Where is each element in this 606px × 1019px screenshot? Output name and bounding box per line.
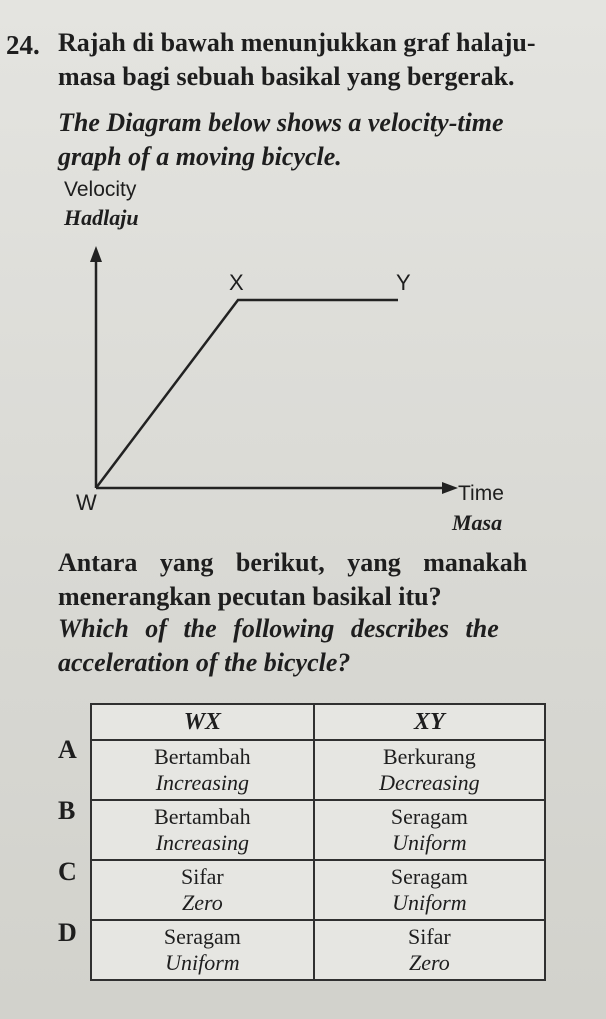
y-axis-label-malay: Hadlaju bbox=[64, 205, 139, 230]
table-row bbox=[91, 740, 545, 800]
option-d-letter[interactable]: D bbox=[58, 918, 77, 947]
column-header-wx: WX bbox=[91, 704, 314, 740]
cell-wx: Sifar Zero bbox=[91, 860, 314, 920]
prompt-english-line-1: Which of the following describes the bbox=[58, 614, 499, 643]
y-axis-arrowhead bbox=[90, 246, 102, 262]
prompt-malay-line-2: menerangkan pecutan basikal itu? bbox=[58, 582, 442, 611]
cell-wx: Bertambah Increasing bbox=[91, 800, 314, 860]
option-c-letter[interactable]: C bbox=[58, 857, 77, 886]
cell-xy: Seragam Uniform bbox=[314, 800, 545, 860]
point-y-label: Y bbox=[396, 270, 411, 295]
question-number: 24. bbox=[6, 30, 40, 60]
option-b-letter[interactable]: B bbox=[58, 796, 76, 825]
y-axis-label-english: Velocity bbox=[64, 178, 137, 201]
cell-xy: Seragam Uniform bbox=[314, 860, 545, 920]
x-axis-label-malay: Masa bbox=[452, 510, 503, 535]
column-header-xy: XY bbox=[314, 704, 545, 740]
point-x-label: X bbox=[229, 270, 244, 295]
prompt-malay-line-1: Antara yang berikut, yang manakah bbox=[58, 548, 528, 577]
cell-xy: Sifar Zero bbox=[314, 920, 545, 980]
question-english-line-1: The Diagram below shows a velocity-time bbox=[58, 108, 504, 137]
cell-wx: Bertambah Increasing bbox=[91, 740, 314, 800]
prompt-english-line-2: acceleration of the bicycle? bbox=[58, 648, 351, 677]
table-row bbox=[91, 800, 545, 860]
option-a-letter[interactable]: A bbox=[58, 735, 77, 764]
table-row bbox=[91, 920, 545, 980]
table-row bbox=[91, 860, 545, 920]
answer-table bbox=[90, 703, 546, 981]
question-english-line-2: graph of a moving bicycle. bbox=[58, 142, 342, 171]
cell-wx: Seragam Uniform bbox=[91, 920, 314, 980]
velocity-line bbox=[96, 300, 398, 488]
point-w-label: W bbox=[76, 490, 97, 515]
cell-xy: Berkurang Decreasing bbox=[314, 740, 545, 800]
question-malay-line-2: masa bagi sebuah basikal yang bergerak. bbox=[58, 62, 515, 91]
question-malay-line-1: Rajah di bawah menunjukkan graf halaju- bbox=[58, 28, 536, 57]
x-axis-arrowhead bbox=[442, 482, 458, 494]
x-axis-label-english: Time bbox=[458, 482, 504, 505]
